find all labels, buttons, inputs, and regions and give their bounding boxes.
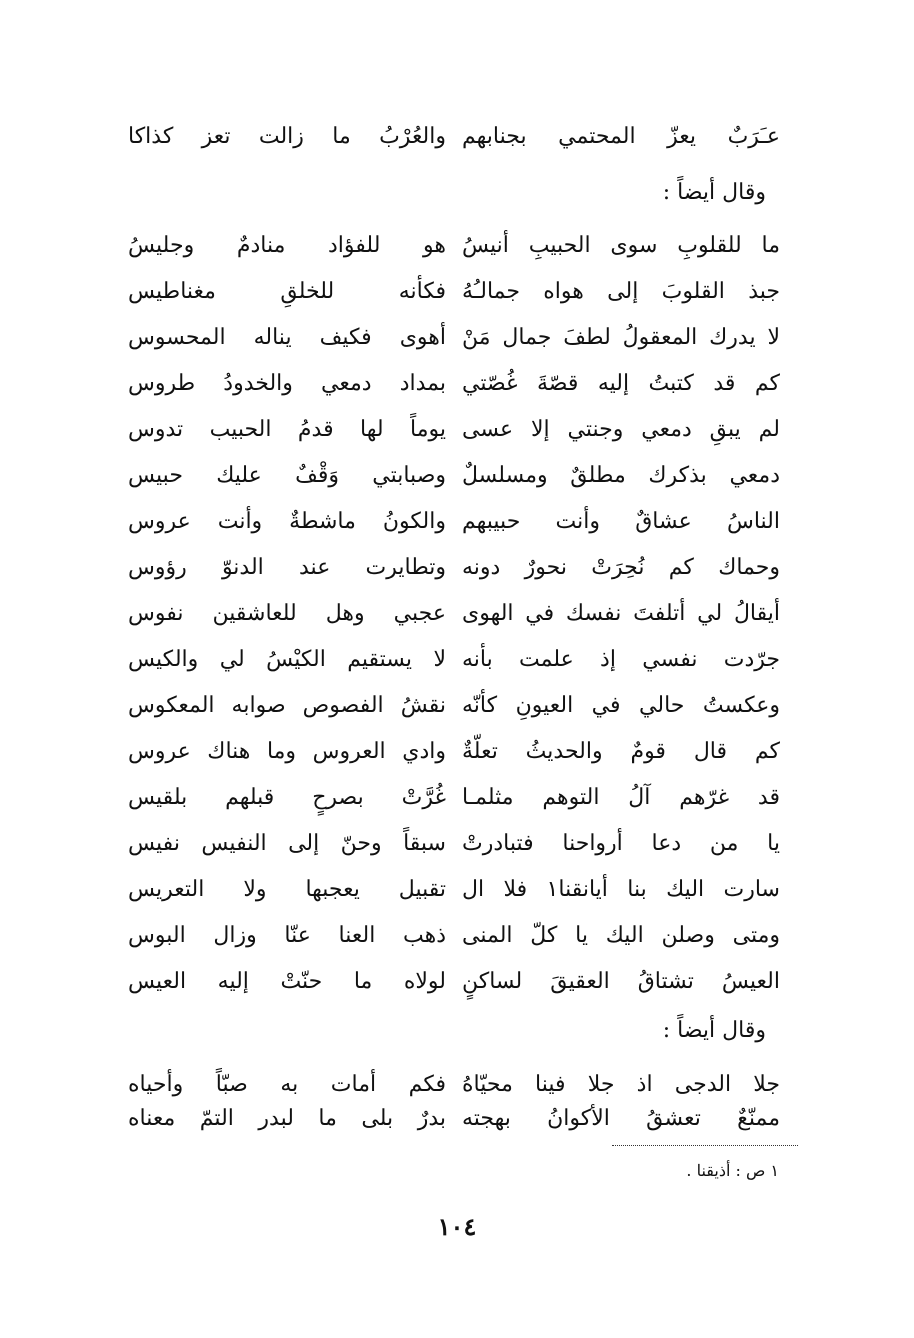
verse-first-hemistich: الناسُ عشاقٌ وأنت حبيبهم <box>462 509 780 534</box>
verse-first-hemistich: كم قال قومٌ والحديثُ تعلّةٌ <box>462 739 780 764</box>
verse-first-hemistich: دمعي بذكرك مطلقٌ ومسلسلٌ <box>462 463 780 488</box>
verse-line <box>128 226 780 266</box>
verse-line <box>128 117 780 157</box>
verse-first-hemistich: كم قد كتبتُ إليه قصّةَ غُصّتي <box>462 371 780 396</box>
verse-line <box>128 916 780 956</box>
verse-second-hemistich: فكأنه للخلقِ مغناطيس <box>128 279 446 304</box>
verse-line <box>128 502 780 542</box>
verse-second-hemistich: بمداد دمعي والخدودُ طروس <box>128 371 446 396</box>
verse-second-hemistich: والكونُ ماشطةٌ وأنت عروس <box>128 509 446 534</box>
verse-second-hemistich: أهوى فكيف يناله المحسوس <box>128 325 446 350</box>
verse-second-hemistich: تقبيل يعجبها ولا التعريس <box>128 877 446 902</box>
verse-line <box>128 824 780 864</box>
verse-line <box>128 778 780 818</box>
verse-first-hemistich: لم يبقِ دمعي وجنتي إلا عسى <box>462 417 780 442</box>
verse-first-hemistich: ما للقلوبِ سوى الحبيبِ أنيسُ <box>462 233 780 258</box>
footnote-separator <box>612 1145 798 1146</box>
verse-first-hemistich: وعكستُ حالي في العيونِ كأنّه <box>462 693 780 718</box>
verse-second-hemistich: لولاه ما حنّتْ إليه العيس <box>128 969 446 994</box>
verse-line <box>128 686 780 726</box>
verse-line <box>128 318 780 358</box>
verse-line <box>128 640 780 680</box>
verse-line <box>128 1099 780 1139</box>
footnote: ١ ص : أذيقنا . <box>686 1161 779 1180</box>
verse-first-hemistich: ممنّعٌ تعشقُ الأكوانُ بهجته <box>462 1106 780 1131</box>
verse-first-hemistich: وحماك كم نُحِرَتْ نحورٌ دونه <box>462 555 780 580</box>
verse-second-hemistich: يوماً لها قدمُ الحبيب تدوس <box>128 417 446 442</box>
verse-second-hemistich: فكم أمات به صبّاً وأحياه <box>128 1072 446 1097</box>
verse-first-hemistich: جبذ القلوبَ إلى هواه جمالـُهُ <box>462 279 780 304</box>
verse-line <box>128 272 780 312</box>
verse-second-hemistich: نقشُ الفصوص صوابه المعكوس <box>128 693 446 718</box>
page-number: ١٠٤ <box>437 1212 477 1241</box>
section-heading: وقال أيضاً : <box>662 180 766 205</box>
verse-second-hemistich: وصبابتي وَقْفٌ عليك حبيس <box>128 463 446 488</box>
verse-second-hemistich: عجبي وهل للعاشقين نفوس <box>128 601 446 626</box>
verse-second-hemistich: هو للفؤاد منادمٌ وجليسُ <box>128 233 446 258</box>
verse-second-hemistich: والعُرْبُ ما زالت تعز كذاكا <box>128 124 446 149</box>
verse-second-hemistich: بدرٌ بلى ما لبدر التمّ معناه <box>128 1106 446 1131</box>
verse-line <box>128 364 780 404</box>
section-heading: وقال أيضاً : <box>662 1018 766 1043</box>
verse-first-hemistich: جلا الدجى اذ جلا فينا محيّاهُ <box>462 1072 780 1097</box>
verse-first-hemistich: ومتى وصلن اليك يا كلّ المنى <box>462 923 780 948</box>
verse-first-hemistich: يا من دعا أرواحنا فتبادرتْ <box>462 831 780 856</box>
verse-second-hemistich: ذهب العنا عنّا وزال البوس <box>128 923 446 948</box>
verse-second-hemistich: لا يستقيم الكيْسُ لي والكيس <box>128 647 446 672</box>
verse-line <box>128 962 780 1002</box>
verse-first-hemistich: العيسُ تشتاقُ العقيقَ لساكنٍ <box>462 969 780 994</box>
verse-line <box>128 870 780 910</box>
verse-first-hemistich: جرّدت نفسي إذ علمت بأنه <box>462 647 780 672</box>
verse-second-hemistich: وادي العروس وما هناك عروس <box>128 739 446 764</box>
verse-first-hemistich: عـَرَبٌ يعزّ المحتمي بجنابهم <box>462 124 780 149</box>
verse-line <box>128 594 780 634</box>
verse-line <box>128 548 780 588</box>
verse-second-hemistich: وتطايرت عند الدنوّ رؤوس <box>128 555 446 580</box>
verse-line <box>128 410 780 450</box>
verse-line <box>128 456 780 496</box>
verse-line <box>128 732 780 772</box>
verse-first-hemistich: أيقالُ لي أتلفتَ نفسك في الهوى <box>462 601 780 626</box>
verse-second-hemistich: غُرَّتْ بصرحٍ قبلهم بلقيس <box>128 785 446 810</box>
verse-first-hemistich: قد غرّهم آلُ التوهم مثلمـا <box>462 785 780 810</box>
verse-first-hemistich: لا يدرك المعقولُ لطفَ جمال مَنْ <box>462 325 780 350</box>
verse-first-hemistich: سارت اليك بنا أيانقنا١ فلا ال <box>462 877 780 902</box>
verse-second-hemistich: سبقاً وحنّ إلى النفيس نفيس <box>128 831 446 856</box>
